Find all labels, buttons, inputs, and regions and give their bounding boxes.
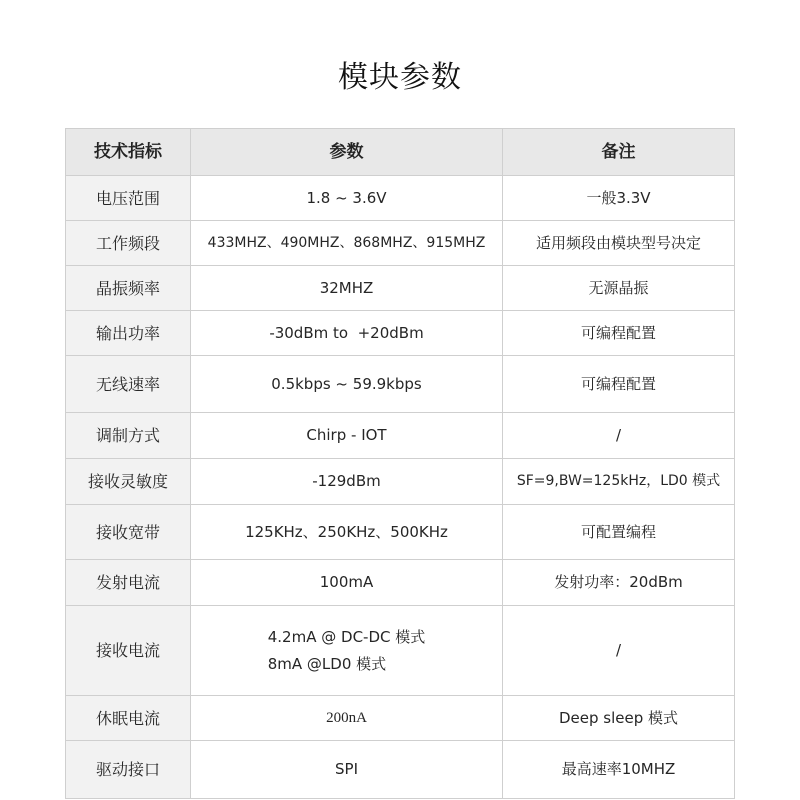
table-row — [66, 311, 735, 356]
table-row — [66, 459, 735, 505]
header-spec: 技术指标 — [66, 129, 191, 176]
spec-value: -129dBm — [191, 459, 503, 505]
header-note: 备注 — [503, 129, 735, 176]
spec-value-line: 8mA @LD0 模式 — [267, 654, 387, 673]
spec-value: 125KHz、250KHz、500KHz — [191, 505, 503, 560]
spec-note: 可配置编程 — [503, 505, 735, 560]
spec-value: 1.8 ~ 3.6V — [191, 176, 503, 221]
table-row — [66, 176, 735, 221]
table-row — [66, 413, 735, 459]
spec-note: 适用频段由模块型号决定 — [503, 221, 735, 266]
spec-name: 驱动接口 — [66, 741, 191, 799]
table-row — [66, 266, 735, 311]
spec-value: 200nA — [191, 696, 503, 741]
spec-note: 可编程配置 — [503, 356, 735, 413]
table-row — [66, 356, 735, 413]
spec-note: 最高速率10MHZ — [503, 741, 735, 799]
spec-name: 调制方式 — [66, 413, 191, 459]
spec-name: 工作频段 — [66, 221, 191, 266]
parameter-table — [65, 128, 735, 799]
table-row — [66, 221, 735, 266]
spec-note: / — [503, 413, 735, 459]
spec-note: Deep sleep 模式 — [503, 696, 735, 741]
table-row — [66, 696, 735, 741]
spec-name: 输出功率 — [66, 311, 191, 356]
table-row — [66, 741, 735, 799]
spec-note: 无源晶振 — [503, 266, 735, 311]
spec-note: 发射功率：20dBm — [503, 560, 735, 606]
header-value: 参数 — [191, 129, 503, 176]
table-header-row — [66, 129, 735, 176]
spec-value: -30dBm to +20dBm — [191, 311, 503, 356]
spec-name: 接收电流 — [66, 606, 191, 696]
spec-value: 0.5kbps ~ 59.9kbps — [191, 356, 503, 413]
spec-value-multiline — [191, 606, 503, 696]
spec-note: 可编程配置 — [503, 311, 735, 356]
table-row — [66, 606, 735, 696]
table-row — [66, 560, 735, 606]
value-lines — [268, 624, 426, 678]
spec-value: 433MHZ、490MHZ、868MHZ、915MHZ — [191, 221, 503, 266]
spec-note: 一般3.3V — [503, 176, 735, 221]
spec-value: SPI — [191, 741, 503, 799]
spec-name: 接收宽带 — [66, 505, 191, 560]
spec-value: 100mA — [191, 560, 503, 606]
spec-value: Chirp - IOT — [191, 413, 503, 459]
spec-name: 休眠电流 — [66, 696, 191, 741]
spec-name: 电压范围 — [66, 176, 191, 221]
spec-note: / — [503, 606, 735, 696]
spec-name: 无线速率 — [66, 356, 191, 413]
spec-note: SF=9,BW=125kHz，LD0 模式 — [503, 459, 735, 505]
page-title: 模块参数 — [338, 60, 462, 95]
spec-name: 发射电流 — [66, 560, 191, 606]
spec-name: 接收灵敏度 — [66, 459, 191, 505]
spec-name: 晶振频率 — [66, 266, 191, 311]
table-row — [66, 505, 735, 560]
spec-value-line: 4.2mA @ DC-DC 模式 — [267, 627, 426, 646]
spec-value: 32MHZ — [191, 266, 503, 311]
